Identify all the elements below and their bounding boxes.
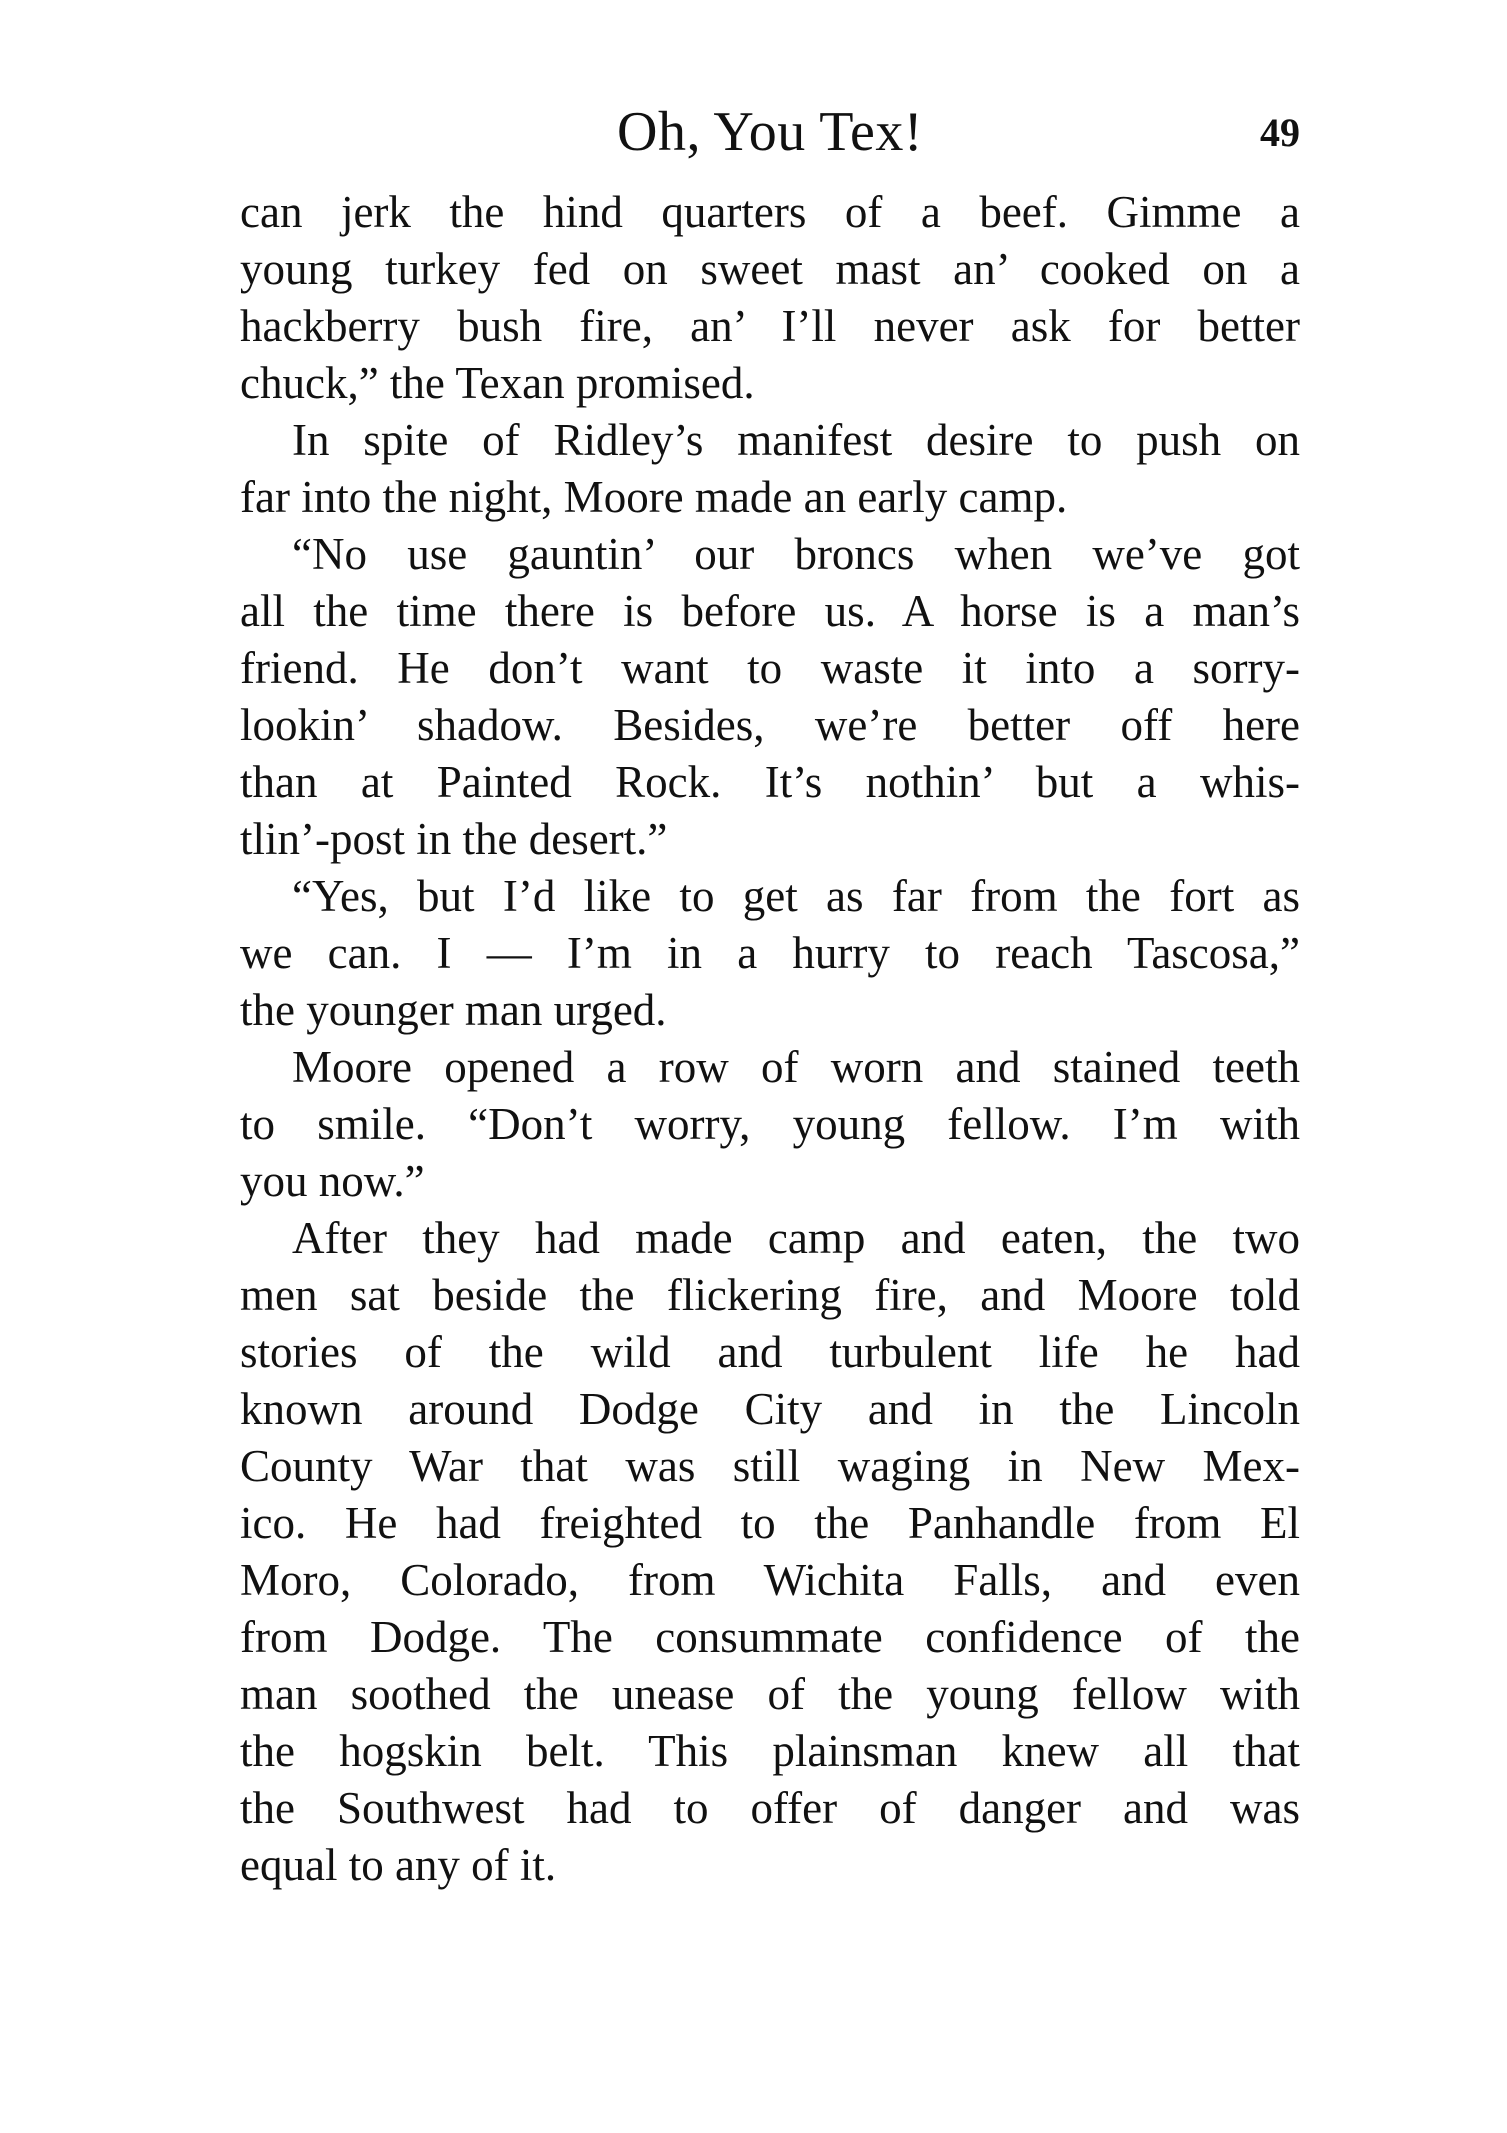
- text-line: lookin’ shadow. Besides, we’re better off here: [240, 700, 1300, 750]
- text-line: you now.”: [240, 1156, 425, 1206]
- paragraph: [240, 412, 1300, 526]
- running-title: Oh, You Tex!: [617, 101, 923, 163]
- text-line: stories of the wild and turbulent life he had: [240, 1327, 1300, 1377]
- text-line: we can. I — I’m in a hurry to reach Tascosa,”: [240, 928, 1300, 978]
- text-line: After they had made camp and eaten, the two: [292, 1213, 1300, 1263]
- text-line: the Southwest had to offer of danger and was: [240, 1783, 1300, 1833]
- text-line: all the time there is before us. A horse is a man’s: [240, 586, 1300, 636]
- text-line: tlin’-post in the desert.”: [240, 814, 668, 864]
- text-line: the hogskin belt. This plainsman knew all that: [240, 1726, 1300, 1776]
- text-line: County War that was still waging in New Mex-: [240, 1441, 1300, 1491]
- text-line: to smile. “Don’t worry, young fellow. I’m with: [240, 1099, 1300, 1149]
- paragraph: [240, 184, 1300, 412]
- text-line: man soothed the unease of the young fellow with: [240, 1669, 1300, 1719]
- text-line: the younger man urged.: [240, 985, 667, 1035]
- text-line: young turkey fed on sweet mast an’ cooked on a: [240, 244, 1300, 294]
- text-line: from Dodge. The consummate confidence of the: [240, 1612, 1300, 1662]
- paragraph: [240, 526, 1300, 868]
- text-line: men sat beside the flickering fire, and Moore told: [240, 1270, 1300, 1320]
- text-line: equal to any of it.: [240, 1840, 557, 1890]
- text-line: ico. He had freighted to the Panhandle from El: [240, 1498, 1300, 1548]
- text-line: In spite of Ridley’s manifest desire to push on: [292, 415, 1300, 465]
- text-line: can jerk the hind quarters of a beef. Gimme a: [240, 187, 1300, 237]
- text-line: Moro, Colorado, from Wichita Falls, and even: [240, 1555, 1300, 1605]
- text-line: known around Dodge City and in the Lincoln: [240, 1384, 1300, 1434]
- page-number: 49: [1260, 110, 1300, 155]
- paragraph: [240, 1039, 1300, 1210]
- text-line: “No use gauntin’ our broncs when we’ve got: [292, 529, 1300, 579]
- text-line: chuck,” the Texan promised.: [240, 358, 755, 408]
- paragraph: [240, 1210, 1300, 1894]
- text-line: Moore opened a row of worn and stained teeth: [292, 1042, 1300, 1092]
- text-line: hackberry bush fire, an’ I’ll never ask for better: [240, 301, 1300, 351]
- text-line: “Yes, but I’d like to get as far from the fort as: [292, 871, 1300, 921]
- paragraph: [240, 868, 1300, 1039]
- text-line: than at Painted Rock. It’s nothin’ but a whis-: [240, 757, 1300, 807]
- text-line: friend. He don’t want to waste it into a sorry-: [240, 643, 1300, 693]
- body-text: [240, 184, 1300, 1894]
- running-head: [240, 92, 1300, 172]
- text-line: far into the night, Moore made an early camp.: [240, 472, 1068, 522]
